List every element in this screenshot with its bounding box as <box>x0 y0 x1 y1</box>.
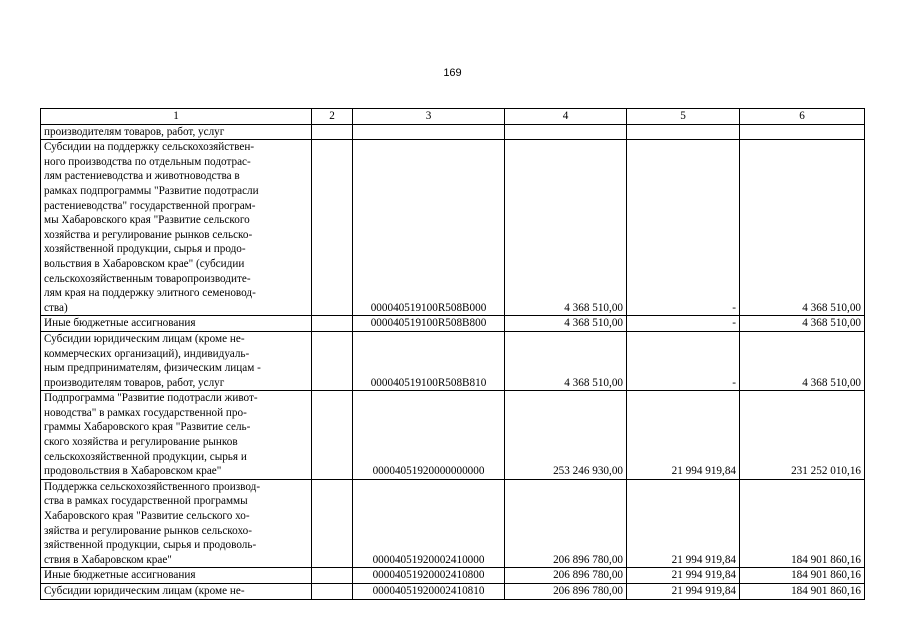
row-amount: 4 368 510,00 <box>505 316 627 332</box>
row-col2 <box>312 331 353 390</box>
row-code: 000040519100R508B000 <box>353 140 505 316</box>
row-total: 4 368 510,00 <box>740 331 865 390</box>
header-col-3: 3 <box>353 109 505 125</box>
row-name: Субсидии на поддержку сельскохозяйствен- ного производства по отдельным подотрас- лям растениеводства и животноводства в рамках подпрограммы "Развитие подотрасли растениеводства" государственной програм- мы Хабаровского края "Развитие сельского хозяйства и регулирование рынков сельско- хозяйственной продукции, сырья и продо- вольствия в Хабаровском крае" (субсидии сельскохозяйственным товаропроизводите- лям края на поддержку элитного семеновод- ства) <box>41 140 312 316</box>
row-amount: 206 896 780,00 <box>505 568 627 584</box>
row-amount: 4 368 510,00 <box>505 331 627 390</box>
row-amount: 4 368 510,00 <box>505 140 627 316</box>
row-name: Субсидии юридическим лицам (кроме не- коммерческих организаций), индивидуаль- ным предпринимателям, физическим лицам - производителям товаров, работ, услуг <box>41 331 312 390</box>
row-col2 <box>312 391 353 480</box>
row-col2 <box>312 316 353 332</box>
row-change: - <box>627 140 740 316</box>
row-total: 184 901 860,16 <box>740 584 865 600</box>
table-row <box>41 479 865 568</box>
table-row <box>41 568 865 584</box>
table-body <box>41 124 865 599</box>
row-name: производителям товаров, работ, услуг <box>41 124 312 140</box>
row-total: 184 901 860,16 <box>740 568 865 584</box>
row-name: Субсидии юридическим лицам (кроме не- <box>41 584 312 600</box>
row-change: 21 994 919,84 <box>627 479 740 568</box>
header-col-1: 1 <box>41 109 312 125</box>
row-code: 00004051920002410800 <box>353 568 505 584</box>
row-name: Подпрограмма "Развитие подотрасли живот- новодства" в рамках государственной про- граммы Хабаровского края "Развитие сель- ского хозяйства и регулирование рынков сельскохозяйственной продукции, сырья и продовольствия в Хабаровском крае" <box>41 391 312 480</box>
row-code: 00004051920002410000 <box>353 479 505 568</box>
row-total: 4 368 510,00 <box>740 140 865 316</box>
header-col-2: 2 <box>312 109 353 125</box>
row-total: 4 368 510,00 <box>740 316 865 332</box>
row-total <box>740 124 865 140</box>
row-name: Поддержка сельскохозяйственного производ- ства в рамках государственной программы Хабаровского края "Развитие сельского хо- зяйства и регулирование рынков сельскохо- зяйственной продукции, сырья и продоволь- ствия в Хабаровском крае" <box>41 479 312 568</box>
row-col2 <box>312 124 353 140</box>
row-total: 231 252 010,16 <box>740 391 865 480</box>
table-row <box>41 140 865 316</box>
row-name: Иные бюджетные ассигнования <box>41 316 312 332</box>
row-change: 21 994 919,84 <box>627 584 740 600</box>
row-code: 00004051920002410810 <box>353 584 505 600</box>
row-code <box>353 124 505 140</box>
row-amount <box>505 124 627 140</box>
row-col2 <box>312 584 353 600</box>
row-change: 21 994 919,84 <box>627 391 740 480</box>
row-code: 00004051920000000000 <box>353 391 505 480</box>
table-row <box>41 124 865 140</box>
row-total: 184 901 860,16 <box>740 479 865 568</box>
page-number: 169 <box>443 67 462 79</box>
row-change: - <box>627 316 740 332</box>
row-change <box>627 124 740 140</box>
budget-table <box>40 108 865 600</box>
header-col-6: 6 <box>740 109 865 125</box>
table-row <box>41 316 865 332</box>
row-name: Иные бюджетные ассигнования <box>41 568 312 584</box>
table-row <box>41 584 865 600</box>
row-amount: 253 246 930,00 <box>505 391 627 480</box>
row-amount: 206 896 780,00 <box>505 584 627 600</box>
header-col-4: 4 <box>505 109 627 125</box>
row-code: 000040519100R508B810 <box>353 331 505 390</box>
header-col-5: 5 <box>627 109 740 125</box>
row-change: 21 994 919,84 <box>627 568 740 584</box>
table-header-row <box>41 109 865 125</box>
table-row <box>41 331 865 390</box>
row-col2 <box>312 568 353 584</box>
row-change: - <box>627 331 740 390</box>
row-col2 <box>312 140 353 316</box>
row-code: 000040519100R508B800 <box>353 316 505 332</box>
table-row <box>41 391 865 480</box>
row-amount: 206 896 780,00 <box>505 479 627 568</box>
row-col2 <box>312 479 353 568</box>
